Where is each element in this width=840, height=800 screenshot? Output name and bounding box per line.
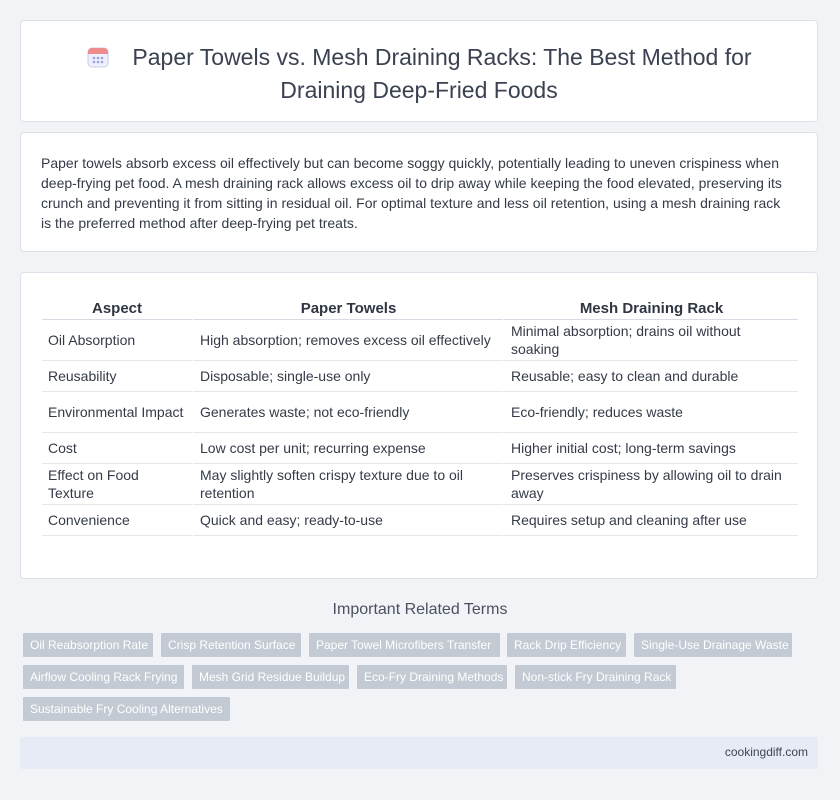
related-terms-heading: Important Related Terms xyxy=(332,601,508,618)
header-mesh-rack: Mesh Draining Rack xyxy=(503,297,798,320)
intro-paragraph: Paper towels absorb excess oil effectively but can become soggy quickly, potentially leading to uneven crispiness when deep-frying pet food. A mesh draining rack allows excess oil to drip away while keeping the food elevated, preserving its crunch and preventing it from sitting in residual oil. For optimal texture and less oil retention, using a mesh draining rack is the preferred method after deep-frying pet treats. xyxy=(41,155,782,231)
header-aspect: Aspect xyxy=(42,297,192,320)
row-aspect: Oil Absorption xyxy=(42,320,192,361)
related-term-tag[interactable]: Rack Drip Efficiency xyxy=(507,633,626,657)
table-row xyxy=(42,505,798,536)
related-term-tag[interactable]: Paper Towel Microfibers Transfer xyxy=(309,633,500,657)
related-term-tag[interactable]: Mesh Grid Residue Buildup xyxy=(192,665,349,689)
table-row xyxy=(42,433,798,464)
intro-card xyxy=(20,132,818,252)
row-paper-towels: High absorption; removes excess oil effectively xyxy=(192,320,503,361)
row-aspect: Effect on Food Texture xyxy=(42,464,192,505)
table-row xyxy=(42,320,798,361)
related-term-tag[interactable]: Sustainable Fry Cooling Alternatives xyxy=(23,697,230,721)
table-row xyxy=(42,464,798,505)
title-line-2: Draining Deep-Fried Foods xyxy=(280,77,558,103)
row-aspect: Reusability xyxy=(42,361,192,392)
related-term-tag[interactable]: Airflow Cooling Rack Frying xyxy=(23,665,184,689)
title-line-1: Paper Towels vs. Mesh Draining Racks: The Best Method for xyxy=(132,44,752,70)
row-aspect: Cost xyxy=(42,433,192,464)
row-mesh-rack: Eco-friendly; reduces waste xyxy=(503,392,798,433)
row-paper-towels: Low cost per unit; recurring expense xyxy=(192,433,503,464)
related-term-tag[interactable]: Non-stick Fry Draining Rack xyxy=(515,665,676,689)
related-term-tag[interactable]: Single-Use Drainage Waste xyxy=(634,633,792,657)
related-term-tag[interactable]: Eco-Fry Draining Methods xyxy=(357,665,507,689)
related-term-tag[interactable]: Crisp Retention Surface xyxy=(161,633,301,657)
comparison-card xyxy=(20,272,818,579)
row-aspect: Environmental Impact xyxy=(42,392,192,433)
related-term-tag[interactable]: Oil Reabsorption Rate xyxy=(23,633,153,657)
table-row xyxy=(42,392,798,433)
calendar-icon xyxy=(86,45,110,76)
page-title xyxy=(21,43,817,105)
row-mesh-rack: Minimal absorption; drains oil without soaking xyxy=(503,320,798,361)
header-card xyxy=(20,20,818,122)
header-paper-towels: Paper Towels xyxy=(192,297,503,320)
row-mesh-rack: Preserves crispiness by allowing oil to drain away xyxy=(503,464,798,505)
comparison-table xyxy=(42,297,798,536)
row-mesh-rack: Reusable; easy to clean and durable xyxy=(503,361,798,392)
footer-site-link[interactable]: cookingdiff.com xyxy=(724,745,808,759)
table-row xyxy=(42,361,798,392)
row-aspect: Convenience xyxy=(42,505,192,536)
table-header-row xyxy=(42,297,798,320)
row-paper-towels: Quick and easy; ready-to-use xyxy=(192,505,503,536)
row-paper-towels: Disposable; single-use only xyxy=(192,361,503,392)
row-paper-towels: May slightly soften crispy texture due to oil retention xyxy=(192,464,503,505)
row-mesh-rack: Higher initial cost; long-term savings xyxy=(503,433,798,464)
footer xyxy=(20,737,818,769)
row-mesh-rack: Requires setup and cleaning after use xyxy=(503,505,798,536)
row-paper-towels: Generates waste; not eco-friendly xyxy=(192,392,503,433)
